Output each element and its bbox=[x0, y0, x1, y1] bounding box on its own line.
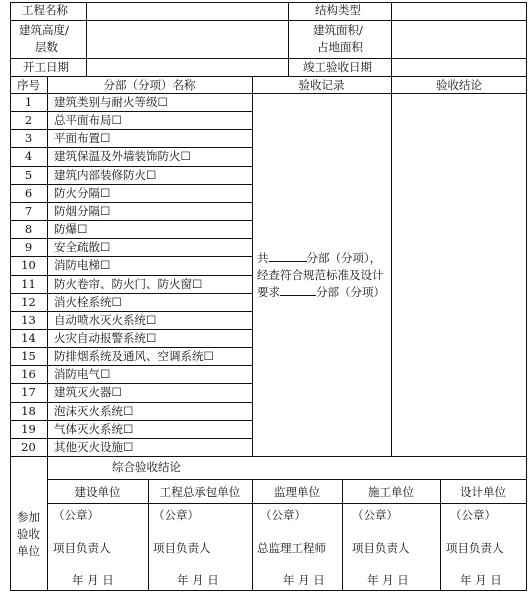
start-date-label: 开工日期 bbox=[23, 60, 69, 74]
unit-seal: （公章） bbox=[53, 508, 99, 522]
row-item-name: 消防电气☐ bbox=[54, 367, 111, 382]
summary-title: 综合验收结论 bbox=[112, 460, 181, 474]
record-line-3: 要求 分部（分项） bbox=[257, 285, 385, 299]
row-number: 20 bbox=[21, 439, 36, 454]
rule bbox=[10, 58, 527, 59]
unit-person: 项目负责人 bbox=[53, 541, 111, 555]
blank-underline bbox=[280, 285, 316, 296]
rule bbox=[86, 2, 87, 76]
row-number: 8 bbox=[24, 222, 33, 237]
unit-person: 总监理工程师 bbox=[257, 541, 326, 555]
row-number: 9 bbox=[24, 240, 33, 255]
row-number: 5 bbox=[24, 167, 33, 182]
rule bbox=[252, 76, 253, 456]
unit-seal: （公章） bbox=[450, 508, 496, 522]
rule bbox=[10, 76, 527, 77]
row-item-name: 火灾自动报警系统☐ bbox=[54, 330, 157, 345]
row-number: 16 bbox=[21, 367, 36, 382]
row-number: 4 bbox=[24, 149, 33, 164]
row-number: 14 bbox=[21, 330, 36, 345]
unit-name: 施工单位 bbox=[368, 485, 414, 499]
unit-name: 设计单位 bbox=[460, 485, 506, 499]
rule bbox=[391, 2, 392, 76]
unit-person: 项目负责人 bbox=[153, 541, 211, 555]
row-item-name: 消火栓系统☐ bbox=[54, 294, 122, 309]
blank-underline bbox=[269, 251, 307, 262]
rule bbox=[10, 2, 527, 3]
row-item-name: 总平面布局☐ bbox=[54, 113, 122, 128]
row-item-name: 泡沫灭火系统☐ bbox=[54, 403, 134, 418]
unit-person: 项目负责人 bbox=[446, 541, 504, 555]
unit-date: 年 月 日 bbox=[367, 573, 409, 587]
row-number: 2 bbox=[24, 113, 33, 128]
row-item-name: 防火卷帘、防火门、防火窗☐ bbox=[54, 276, 203, 291]
unit-name: 工程总承包单位 bbox=[159, 485, 241, 499]
unit-seal: （公章） bbox=[260, 508, 306, 522]
building-area-label: 建筑面积/ bbox=[313, 23, 363, 37]
rule bbox=[10, 20, 527, 21]
unit-seal: （公章） bbox=[153, 508, 199, 522]
row-number: 3 bbox=[24, 131, 33, 146]
completion-date-label: 竣工验收日期 bbox=[303, 60, 372, 74]
rule bbox=[288, 2, 289, 76]
rule bbox=[47, 76, 48, 591]
rule bbox=[391, 76, 392, 456]
unit-date: 年 月 日 bbox=[177, 573, 219, 587]
building-height-label: 建筑高度/ bbox=[19, 23, 69, 37]
column-header-seq: 序号 bbox=[17, 78, 40, 92]
row-item-name: 建筑内部装修防火☐ bbox=[54, 167, 157, 182]
project-name-label: 工程名称 bbox=[22, 3, 68, 17]
column-header-record: 验收记录 bbox=[298, 78, 345, 92]
row-number: 13 bbox=[21, 312, 36, 327]
unit-date: 年 月 日 bbox=[460, 573, 502, 587]
unit-name: 监理单位 bbox=[274, 485, 320, 499]
column-header-item: 分部（分项）名称 bbox=[103, 78, 196, 92]
row-number: 11 bbox=[21, 276, 36, 291]
rule bbox=[10, 590, 527, 591]
row-item-name: 其他灭火设施☐ bbox=[54, 439, 134, 454]
row-item-name: 消防电梯☐ bbox=[54, 258, 111, 273]
record-line-2: 经查符合规范标准及设计 bbox=[257, 268, 384, 282]
row-item-name: 防火分隔☐ bbox=[54, 185, 111, 200]
row-number: 10 bbox=[21, 258, 36, 273]
unit-person: 项目负责人 bbox=[352, 541, 410, 555]
unit-date: 年 月 日 bbox=[72, 573, 114, 587]
units-side-label: 参加 bbox=[17, 510, 40, 524]
row-number: 7 bbox=[24, 203, 33, 218]
row-number: 15 bbox=[21, 349, 36, 364]
unit-name: 建设单位 bbox=[74, 485, 121, 499]
units-side-label: 单位 bbox=[17, 544, 40, 558]
rule bbox=[10, 456, 527, 457]
row-item-name: 安全疏散☐ bbox=[54, 240, 111, 255]
row-number: 1 bbox=[24, 95, 33, 109]
row-item-name: 气体灭火系统☐ bbox=[54, 421, 134, 436]
structure-type-label: 结构类型 bbox=[315, 3, 361, 17]
building-height-label: 层数 bbox=[35, 40, 58, 54]
unit-seal: （公章） bbox=[352, 508, 398, 522]
row-number: 18 bbox=[21, 403, 36, 418]
row-item-name: 防烟分隔☐ bbox=[54, 203, 111, 218]
units-side-label: 验收 bbox=[17, 527, 40, 541]
row-item-name: 建筑类别与耐火等级☐ bbox=[54, 95, 168, 109]
row-item-name: 建筑灭火器☐ bbox=[54, 385, 122, 400]
row-item-name: 建筑保温及外墙装饰防火☐ bbox=[54, 149, 191, 164]
row-item-name: 平面布置☐ bbox=[54, 131, 111, 146]
column-header-conclusion: 验收结论 bbox=[436, 78, 482, 92]
row-number: 19 bbox=[21, 421, 36, 436]
record-line-1: 共 分部（分项）， bbox=[257, 251, 382, 265]
rule bbox=[47, 479, 527, 480]
row-number: 6 bbox=[24, 185, 33, 200]
row-item-name: 防爆☐ bbox=[54, 222, 88, 237]
unit-date: 年 月 日 bbox=[283, 573, 325, 587]
row-item-name: 自动喷水灭火系统☐ bbox=[54, 312, 157, 327]
rule bbox=[47, 503, 527, 504]
row-item-name: 防排烟系统及通风、空调系统☐ bbox=[54, 349, 214, 364]
row-number: 12 bbox=[21, 294, 36, 309]
rule bbox=[10, 93, 527, 94]
row-number: 17 bbox=[21, 385, 36, 400]
building-area-label: 占地面积 bbox=[317, 40, 363, 54]
